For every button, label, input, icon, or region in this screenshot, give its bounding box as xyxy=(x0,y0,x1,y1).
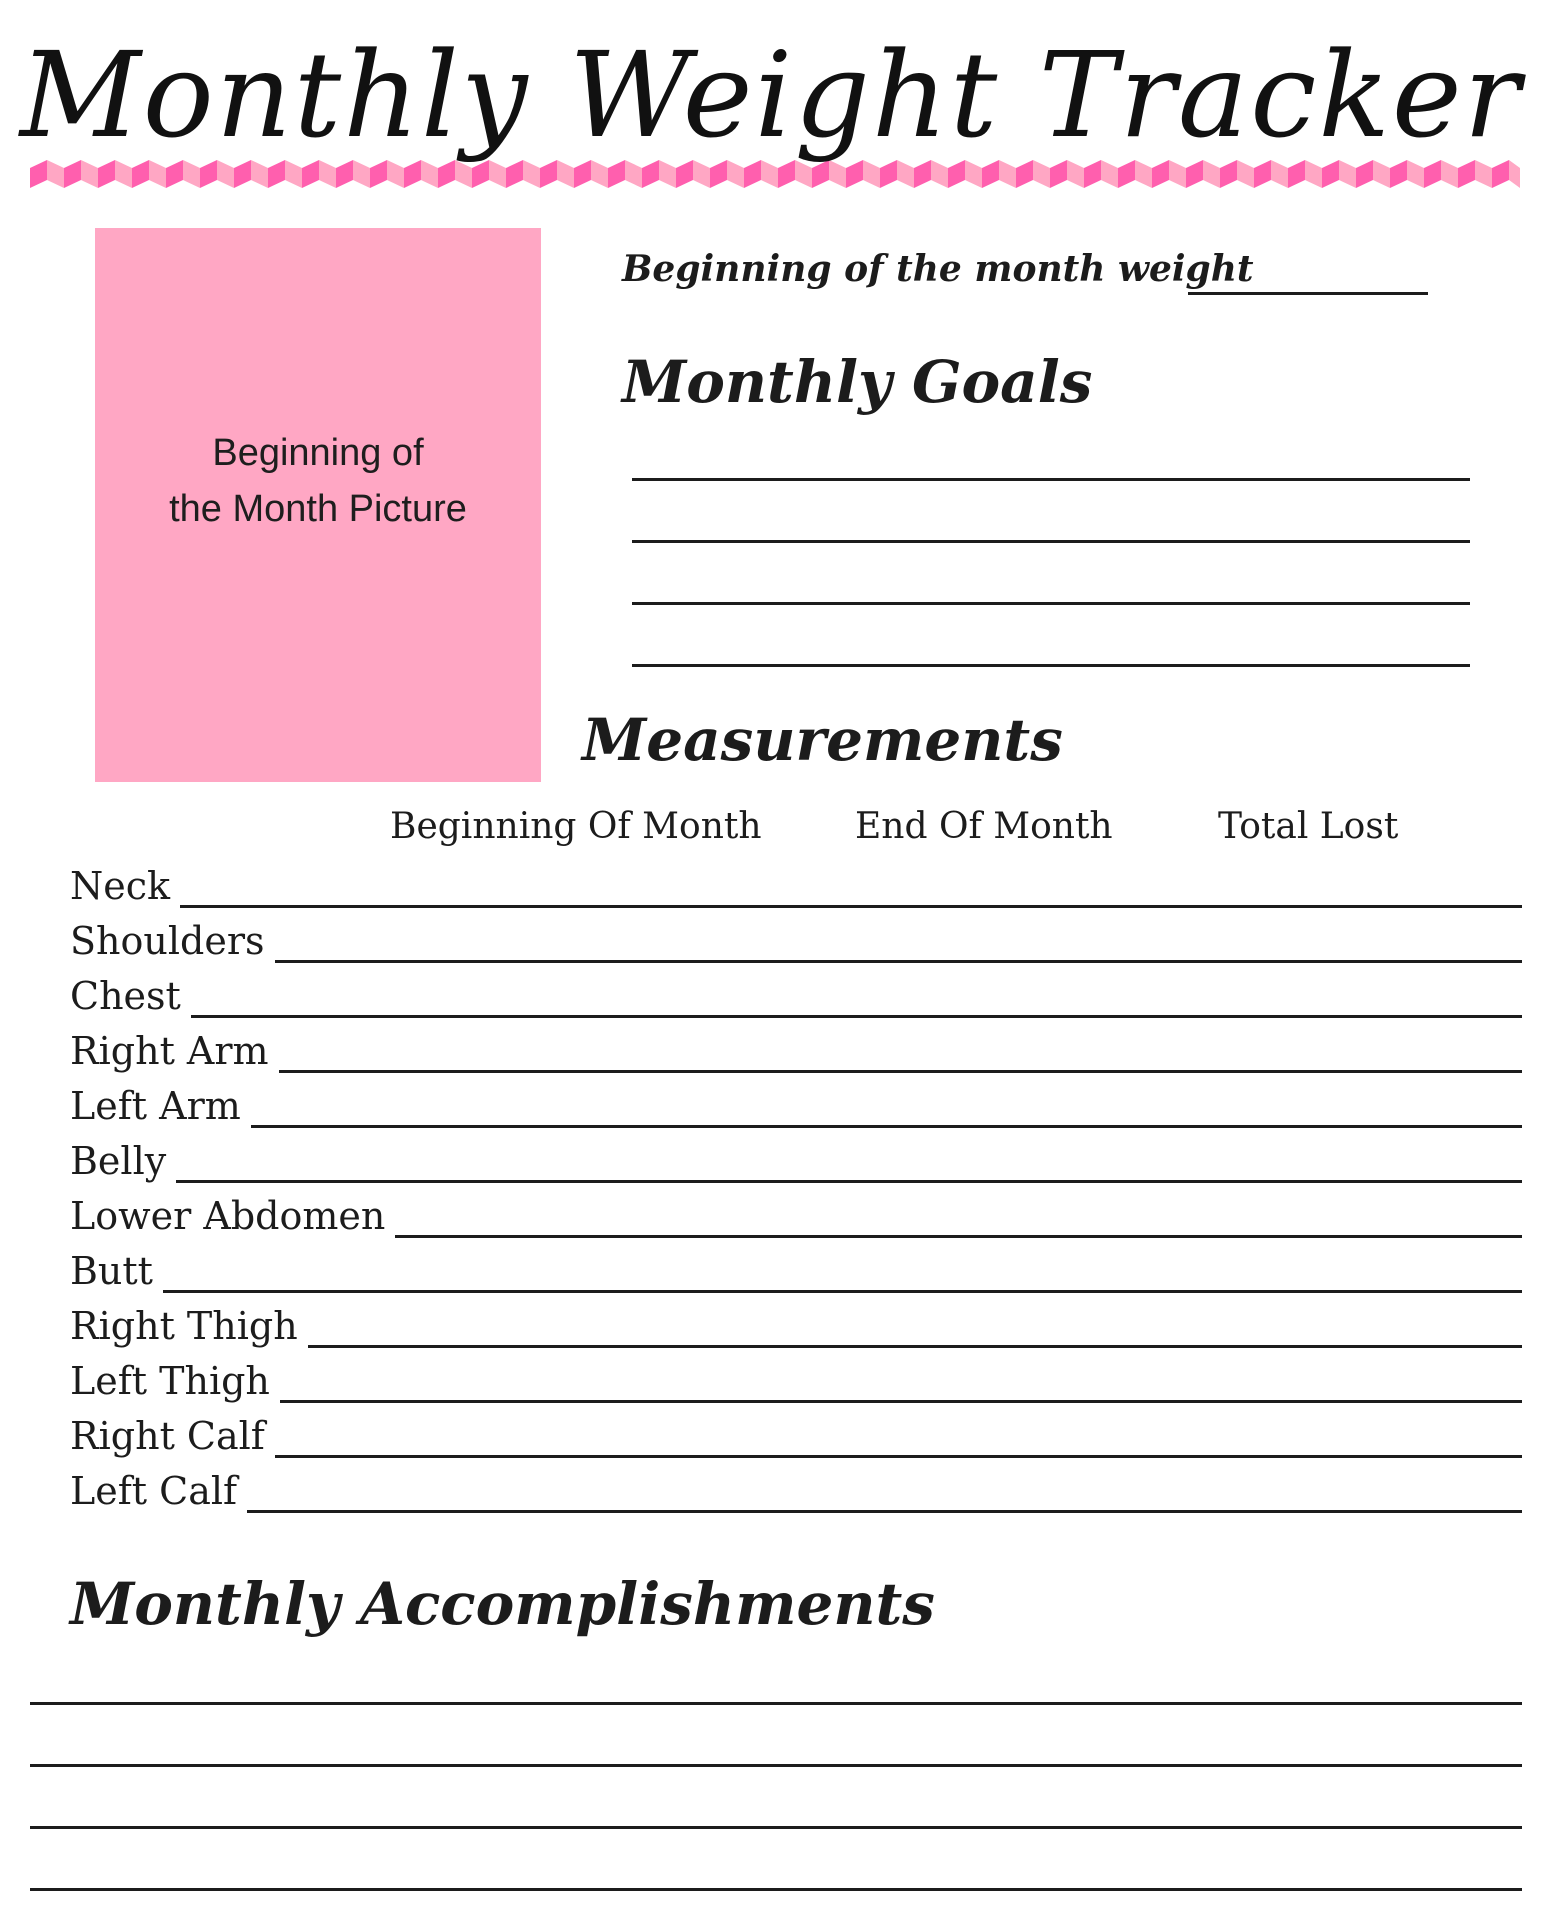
measurement-label: Belly xyxy=(70,1139,167,1183)
beginning-weight-label: Beginning of the month weight xyxy=(622,248,1254,290)
measurement-row-neck[interactable] xyxy=(70,858,1522,908)
measurement-line[interactable] xyxy=(279,1070,1522,1073)
measurement-row-left-thigh[interactable] xyxy=(70,1353,1522,1403)
beginning-picture-box[interactable] xyxy=(95,228,541,782)
measurement-row-right-calf[interactable] xyxy=(70,1408,1522,1458)
measurement-label: Left Arm xyxy=(70,1084,241,1128)
measurement-label: Right Arm xyxy=(70,1029,269,1073)
picture-box-label: Beginning of the Month Picture xyxy=(169,432,467,530)
page-title: Monthly Weight Tracker xyxy=(19,26,1523,164)
measurement-line[interactable] xyxy=(280,1400,1522,1403)
measurement-label: Left Thigh xyxy=(70,1359,270,1403)
measurement-row-butt[interactable] xyxy=(70,1243,1522,1293)
goal-line[interactable] xyxy=(632,540,1470,543)
measurement-row-left-arm[interactable] xyxy=(70,1078,1522,1128)
monthly-accomplishments-heading: Monthly Accomplishments xyxy=(70,1570,935,1638)
measurement-label: Butt xyxy=(70,1249,153,1293)
measurement-line[interactable] xyxy=(275,960,1523,963)
measurement-row-right-thigh[interactable] xyxy=(70,1298,1522,1348)
measurement-row-shoulders[interactable] xyxy=(70,913,1522,963)
measurement-line[interactable] xyxy=(251,1125,1522,1128)
accomplishment-line[interactable] xyxy=(30,1888,1522,1891)
measurement-label: Lower Abdomen xyxy=(70,1194,386,1238)
measurement-label: Chest xyxy=(70,974,181,1018)
column-header-end: End Of Month xyxy=(855,806,1113,847)
measurement-line[interactable] xyxy=(308,1345,1522,1348)
measurement-label: Right Calf xyxy=(70,1414,265,1458)
column-header-total-lost: Total Lost xyxy=(1218,806,1399,847)
measurement-row-left-calf[interactable] xyxy=(70,1463,1522,1513)
measurement-row-right-arm[interactable] xyxy=(70,1023,1522,1073)
goal-line[interactable] xyxy=(632,664,1470,667)
accomplishment-line[interactable] xyxy=(30,1826,1522,1829)
accomplishment-line[interactable] xyxy=(30,1764,1522,1767)
column-header-beginning: Beginning Of Month xyxy=(390,806,762,847)
measurement-label: Left Calf xyxy=(70,1469,238,1513)
measurement-line[interactable] xyxy=(247,1510,1522,1513)
accomplishment-line[interactable] xyxy=(30,1702,1522,1705)
goal-line[interactable] xyxy=(632,602,1470,605)
measurement-line[interactable] xyxy=(191,1015,1522,1018)
measurement-line[interactable] xyxy=(275,1455,1522,1458)
measurement-row-chest[interactable] xyxy=(70,968,1522,1018)
measurement-line[interactable] xyxy=(180,905,1522,908)
goal-line[interactable] xyxy=(632,478,1470,481)
measurement-label: Neck xyxy=(70,864,171,908)
measurement-line[interactable] xyxy=(395,1235,1522,1238)
measurement-row-belly[interactable] xyxy=(70,1133,1522,1183)
measurements-heading: Measurements xyxy=(582,706,1063,774)
measurement-label: Right Thigh xyxy=(70,1304,298,1348)
measurement-line[interactable] xyxy=(163,1290,1522,1293)
measurement-line[interactable] xyxy=(176,1180,1522,1183)
beginning-weight-field[interactable] xyxy=(1188,292,1428,295)
monthly-goals-heading: Monthly Goals xyxy=(622,348,1093,416)
measurement-row-lower-abdomen[interactable] xyxy=(70,1188,1522,1238)
measurement-label: Shoulders xyxy=(70,919,265,963)
